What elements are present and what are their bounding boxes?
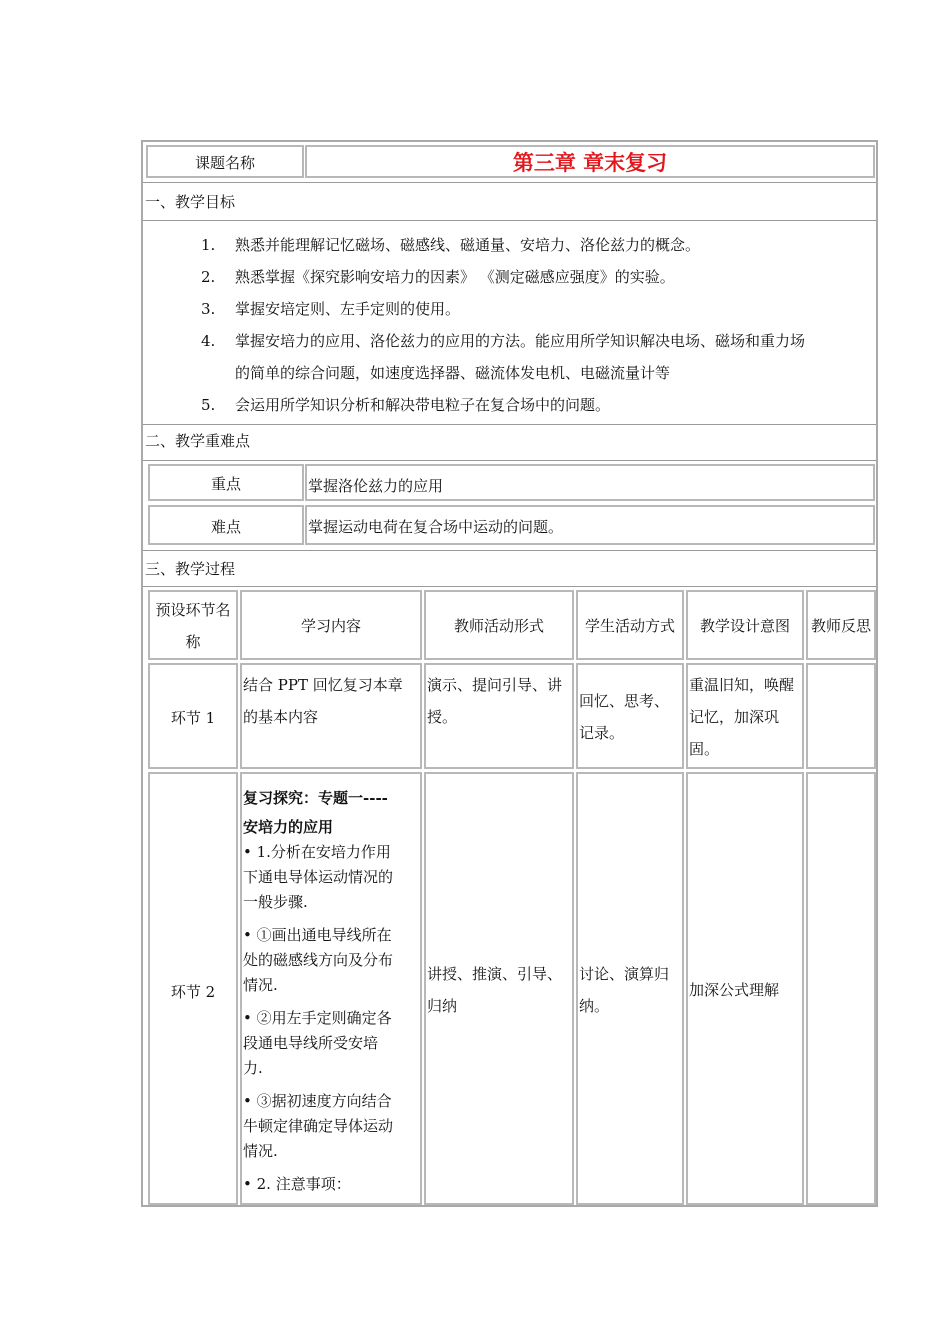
- header-content: 学习内容: [300, 617, 361, 635]
- row1-teacher: 演示、提问引导、讲授。: [427, 676, 563, 726]
- row2-content-line: • ②用左手定则确定各: [243, 1009, 392, 1027]
- header-intent: 教学设计意图: [699, 617, 790, 635]
- objective-3-text: 掌握安培定则、左手定则的使用。: [235, 300, 461, 318]
- section1-title: 一、教学目标: [145, 193, 236, 211]
- topic-title: 第三章 章末复习: [512, 151, 668, 175]
- row2-content-line: 情况.: [243, 976, 278, 994]
- objective-4-cont: 的简单的综合问题，如速度选择器、磁流体发电机、电磁流量计等: [235, 364, 671, 382]
- header-cell-student: [576, 590, 684, 660]
- row1-student-cell: [576, 663, 684, 769]
- header-student: 学生活动方式: [584, 617, 675, 635]
- topic-label: 课题名称: [194, 154, 255, 172]
- row2-teacher: 讲授、推演、引导、归纳: [427, 965, 563, 1015]
- header-reflect: 教师反思: [810, 617, 871, 635]
- key-point-label: 重点: [210, 475, 241, 493]
- topic-label-cell: [146, 145, 304, 178]
- row2-content-line: 下通电导体运动情况的: [243, 868, 394, 886]
- row2-content-line: 情况.: [243, 1142, 278, 1160]
- objective-5-num: 5.: [201, 396, 216, 414]
- row2-content-title-2: 安培力的应用: [243, 818, 334, 836]
- objective-1-text: 熟悉并能理解记忆磁场、磁感线、磁通量、安培力、洛伦兹力的概念。: [235, 236, 701, 254]
- difficulty-label-cell: [148, 505, 304, 545]
- header-cell-content: [240, 590, 422, 660]
- row2-content-line: 牛顿定律确定导体运动: [243, 1117, 394, 1135]
- objective-4-text: 掌握安培力的应用、洛伦兹力的应用的方法。能应用所学知识解决电场、磁场和重力场: [235, 332, 806, 350]
- row1-reflect-cell: [806, 663, 876, 769]
- key-point-value: 掌握洛伦兹力的应用: [308, 477, 444, 495]
- row2-content-line: 一般步骤.: [243, 893, 308, 911]
- header-cell-intent: [686, 590, 804, 660]
- row2-content-line: • ①画出通电导线所在: [243, 926, 392, 944]
- section2-title: 二、教学重难点: [145, 432, 251, 450]
- row2-student-cell: [576, 772, 684, 1205]
- row2-content-title-1: 复习探究：专题一----: [243, 789, 388, 807]
- row2-stage: 环节 2: [170, 983, 216, 1001]
- difficulty-label: 难点: [210, 518, 241, 536]
- difficulty-value-cell: [305, 505, 875, 545]
- objective-1-num: 1.: [201, 236, 216, 254]
- row2-student: 讨论、演算归纳。: [579, 965, 670, 1015]
- row2-intent: 加深公式理解: [689, 981, 780, 999]
- row2-reflect-cell: [806, 772, 876, 1205]
- row2-teacher-cell: [424, 772, 574, 1205]
- row1-stage: 环节 1: [170, 709, 216, 727]
- row1-content: 结合 PPT 回忆复习本章的基本内容: [243, 676, 403, 726]
- row2-content-line: • ③据初速度方向结合: [243, 1092, 392, 1110]
- objective-3-num: 3.: [201, 300, 216, 318]
- header-cell-reflect: [806, 590, 876, 660]
- objective-2-num: 2.: [201, 268, 216, 286]
- row2-content-cell: [240, 772, 422, 1205]
- objective-4-num: 4.: [201, 332, 216, 350]
- objective-2-text: 熟悉掌握《探究影响安培力的因素》 《测定磁感应强度》的实验。: [235, 268, 675, 286]
- row1-stage-cell: [148, 663, 238, 769]
- row1-intent: 重温旧知，唤醒记忆，加深巩固。: [689, 676, 795, 758]
- lesson-plan-table: [141, 140, 878, 1207]
- row1-intent-cell: [686, 663, 804, 769]
- row1-content-cell: [240, 663, 422, 769]
- key-point-label-cell: [148, 464, 304, 501]
- objective-5-text: 会运用所学知识分析和解决带电粒子在复合场中的问题。: [235, 396, 611, 414]
- row2-content-line: • 2. 注意事项：: [243, 1175, 351, 1193]
- topic-value-cell: [305, 145, 875, 178]
- header-stage: 预设环节名称: [155, 601, 231, 651]
- header-teacher: 教师活动形式: [453, 617, 544, 635]
- row2-content: [243, 782, 419, 1197]
- difficulty-value: 掌握运动电荷在复合场中运动的问题。: [308, 518, 564, 536]
- row2-stage-cell: [148, 772, 238, 1205]
- header-cell-teacher: [424, 590, 574, 660]
- header-cell-stage: [148, 590, 238, 660]
- row2-intent-cell: [686, 772, 804, 1205]
- key-point-value-cell: [305, 464, 875, 501]
- section3-title: 三、教学过程: [145, 560, 236, 578]
- row1-teacher-cell: [424, 663, 574, 769]
- row2-content-line: • 1.分析在安培力作用: [243, 843, 391, 861]
- row2-content-line: 段通电导线所受安培: [243, 1034, 379, 1052]
- row2-content-line: 力.: [243, 1059, 263, 1077]
- row2-content-line: 处的磁感线方向及分布: [243, 951, 394, 969]
- row1-student: 回忆、思考、记录。: [579, 692, 670, 742]
